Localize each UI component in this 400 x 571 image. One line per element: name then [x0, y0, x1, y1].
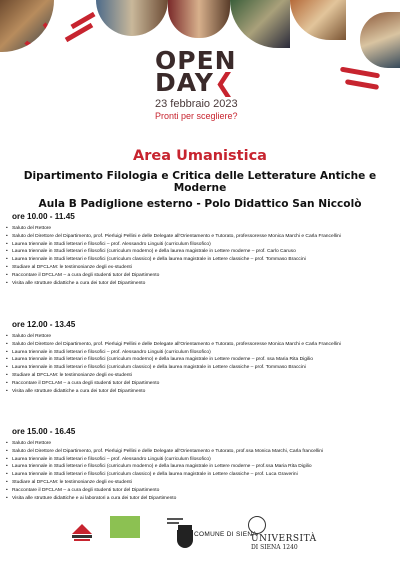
header-photo	[0, 0, 54, 52]
list-item: • Saluto del Direttore del Dipartimento, prof. Pierluigi Pellini e delle Delegate all'Orientamento e Tutorato, professoresse Monica Marchi e Carla Francellini	[6, 233, 396, 241]
session-time: ore 15.00 - 16.45	[12, 427, 76, 436]
logo-open: OPEN	[155, 46, 237, 75]
decor-stripe	[340, 67, 380, 79]
list-item: • Saluto del Rettore	[6, 333, 396, 341]
event-date: 23 febbraio 2023	[155, 98, 238, 110]
decor-stripe	[345, 79, 379, 90]
list-item: • Raccontare il DFCLAM – a cura degli studenti tutor del Dipartimento	[6, 272, 396, 280]
list-item: • Studiare al DFCLAM: le testimonianze degli ex-studenti	[6, 264, 396, 272]
list-item: • Laurea triennale in Studi letterari e filosofici (curriculum moderno) e della laurea magistrale in Lettere moderne – prof. ssa Maria Rita Digilio	[6, 356, 396, 364]
session-list	[6, 333, 396, 395]
university-logo	[248, 516, 322, 550]
list-item: • Visita alle strutture didattiche e ai laboratori a cura dei tutor del Dipartimento	[6, 495, 396, 503]
university-name-line1: UNIVERSITÀ	[251, 533, 317, 544]
university-name-line2: DI SIENA 1240	[251, 543, 298, 551]
list-item: • Laurea triennale in Studi letterari e filosofici – prof. Alessandro Linguiti (curriculum filosofico)	[6, 456, 396, 464]
list-item: • Saluto del Rettore	[6, 440, 396, 448]
university-name	[251, 535, 317, 552]
seal-icon	[248, 516, 266, 534]
session-list	[6, 440, 396, 502]
partner-logo	[110, 516, 140, 538]
session-list	[6, 225, 396, 287]
list-item: • Laurea triennale in Studi letterari e filosofici – prof. Alessandro Linguiti (curriculum filosofico)	[6, 241, 396, 249]
location-title: Aula B Padiglione esterno - Polo Didattico San Niccolò	[38, 198, 362, 210]
list-item: • Laurea triennale in Studi letterari e filosofici (curriculum classico) e della laurea magistrale in Lettere classiche – prof. Luca Graverini	[6, 471, 396, 479]
list-item: • Saluto del Direttore del Dipartimento, prof. Pierluigi Pellini e delle Delegate all'Orientamento e Tutorato, prof.ssa Monica Marchi, Carla francellini	[6, 448, 396, 456]
header-photo	[360, 12, 400, 68]
logo-day: DAY	[155, 68, 214, 97]
event-slogan: Pronti per scegliere?	[155, 111, 238, 121]
event-header	[0, 0, 400, 125]
header-photo	[230, 0, 290, 48]
session-time: ore 10.00 - 11.45	[12, 212, 75, 221]
list-item: • Laurea triennale in Studi letterari e filosofici (curriculum classico) e della laurea magistrale in Lettere classiche – prof. Tommaso Braccini	[6, 364, 396, 372]
header-photo	[96, 0, 168, 36]
list-item: • Laurea triennale in Studi letterari e filosofici (curriculum classico) e della laurea magistrale in Lettere classiche – prof. Tommaso Braccini	[6, 256, 396, 264]
area-title: Area Umanistica	[133, 148, 267, 164]
header-photo	[290, 0, 346, 40]
partner-logos	[0, 510, 400, 560]
title-block	[0, 148, 400, 210]
department-title: Dipartimento Filologia e Critica delle Letterature Antiche e Moderne	[23, 170, 377, 194]
partner-logo	[68, 518, 96, 544]
comune-logo	[178, 525, 257, 543]
list-item: • Raccontare il DFCLAM – a cura degli studenti tutor del Dipartimento	[6, 487, 396, 495]
list-item: • Studiare al DFCLAM: le testimonianze degli ex-studenti	[6, 479, 396, 487]
session-time: ore 12.00 - 13.45	[12, 320, 76, 329]
list-item: • Visita alle strutture didattiche a cura dei tutor del Dipartimento	[6, 280, 396, 288]
list-item: • Saluto del Rettore	[6, 225, 396, 233]
list-item: • Visita alle strutture didattiche a cura dei tutor del Dipartimento	[6, 388, 396, 396]
list-item: • Raccontare il DFCLAM – a cura degli studenti tutor del Dipartimento	[6, 380, 396, 388]
shield-icon	[178, 525, 192, 543]
decor-stripe	[65, 23, 93, 42]
session-3	[6, 427, 396, 502]
session-1	[6, 212, 396, 287]
open-day-logo	[155, 46, 265, 121]
list-item: • Saluto del Direttore del Dipartimento, prof. Pierluigi Pellini e delle Delegate all'Orientamento e Tutorato, professoresse Monica Marchi e Carla Francellini	[6, 341, 396, 349]
list-item: • Laurea triennale in Studi letterari e filosofici (curriculum moderno) e della laurea magistrale in Lettere moderne – prof. Carlo Caruso	[6, 248, 396, 256]
arrow-left-icon: ❮	[213, 68, 236, 97]
header-photo	[168, 0, 230, 38]
list-item: • Studiare al DFCLAM: le testimonianze degli ex-studenti	[6, 372, 396, 380]
list-item: • Laurea triennale in Studi letterari e filosofici – prof. Alessandro Linguiti (curriculum filosofico)	[6, 349, 396, 357]
comune-name: COMUNE DI SIENA	[194, 530, 258, 538]
list-item: • Laurea triennale in Studi letterari e filosofici (curriculum moderno) e della laurea magistrale in Lettere moderne – prof.ssa Maria Rita Digilio	[6, 463, 396, 471]
session-2	[6, 320, 396, 395]
